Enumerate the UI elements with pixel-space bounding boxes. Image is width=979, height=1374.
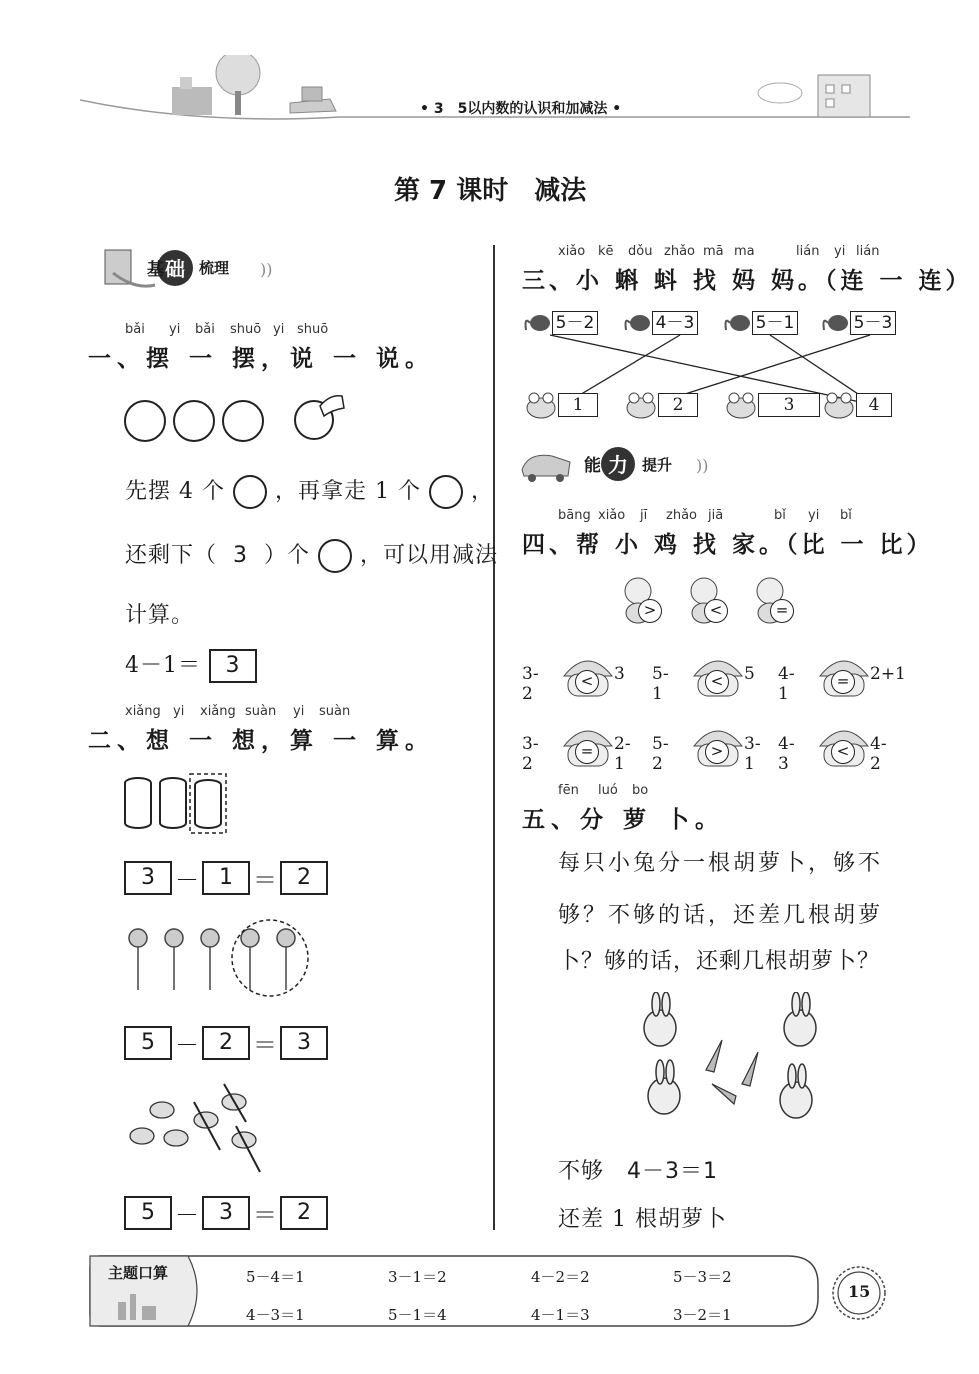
q2-equation-3: 5 － 3 ＝ 2 — [124, 1195, 328, 1230]
lesson-title: 第 7 课时 减法 — [394, 176, 587, 206]
footer-label: 主题口算 — [108, 1264, 169, 1282]
svg-text:)): )) — [696, 456, 709, 475]
section-badge-advanced — [518, 446, 718, 486]
chick-2[interactable]: < — [686, 575, 726, 629]
chapter-title: 5以内数的认识和加减法 — [457, 101, 608, 117]
tadpole-icon — [822, 312, 850, 334]
q2-equation-2: 5 － 2 ＝ 3 — [124, 1025, 328, 1060]
badge2-label-a: 能 — [584, 456, 601, 476]
page-number: 15 — [848, 1282, 871, 1301]
q5-answer-2: 还差 1 根胡萝卜 — [558, 1207, 727, 1232]
frog-icon — [724, 390, 758, 420]
ducks-icon — [120, 1080, 280, 1179]
flowers-icon — [120, 918, 315, 1002]
q4-row-1: 3-2 < 3 5-1 < 5 4-1 = 2+1 — [522, 650, 902, 700]
cylinders-icon — [120, 773, 230, 839]
hand-taking-circle-icon — [292, 392, 352, 446]
q1-line3: 计算。 — [125, 603, 195, 628]
footer-panel: 主题口算 5－4＝1 3－1＝2 4－2＝2 5－3＝2 4－3＝1 5－1＝4 4－1＝3 3－2＝1 — [88, 1254, 822, 1328]
column-divider — [493, 245, 495, 1230]
q5-text-3: 卜？够的话，还剩几根胡萝卜？ — [558, 949, 881, 974]
q2-title: 二、想 一 想，算 一 算。 — [88, 727, 435, 754]
tadpole-row: 5－2 4－3 5－1 5－3 — [524, 310, 904, 340]
frog-icon — [624, 390, 658, 420]
badge-label-b: 础 — [165, 257, 185, 281]
q5-title: 五、分 萝 卜。 — [522, 806, 725, 833]
tadpole-icon — [624, 312, 652, 334]
q1-title: 一、摆 一 摆，说 一 说。 — [88, 345, 435, 372]
tadpole-icon — [524, 312, 552, 334]
tadpole-icon — [724, 312, 752, 334]
q1-line1: 先摆 4 个 ，再拿走 1 个 ， — [125, 474, 494, 509]
svg-text:)): )) — [260, 260, 273, 279]
q1-answer-box: 3 — [209, 649, 257, 683]
book-icon — [95, 245, 275, 293]
unit-number: 3 — [433, 101, 444, 117]
q1-circles — [124, 400, 264, 442]
chick-3[interactable]: = — [752, 575, 792, 629]
q1-equation: 4－1＝ 3 — [125, 648, 257, 683]
chick-1[interactable]: > — [620, 575, 660, 629]
badge2-label-c: 提升 — [642, 456, 673, 474]
q4-row-2: 3-2 = 2-1 5-2 > 3-1 4-3 < 4-2 — [522, 720, 902, 770]
frog-icon — [524, 390, 558, 420]
q1-remaining-answer: 3 — [233, 543, 249, 568]
q4-title: 四、帮 小 鸡 找 家。（比 一 比） — [522, 531, 934, 558]
frog-icon — [822, 390, 856, 420]
q2-equation-1: 3 － 1 ＝ 2 — [124, 860, 328, 895]
badge-label-c: 梳理 — [199, 259, 230, 277]
q5-text-1: 每只小兔分一根胡萝卜，够不 — [558, 851, 884, 876]
badge-label-a: 基 — [147, 260, 164, 280]
frog-row: 1 2 3 4 — [524, 390, 904, 422]
q5-answer-1: 不够 4－3＝1 — [558, 1159, 718, 1184]
page-number-badge — [826, 1264, 892, 1322]
q3-title: 三、小 蝌 蚪 找 妈 妈。（连 一 连） — [522, 267, 973, 294]
chapter-header: • 3 5以内数的认识和加减法 • — [420, 101, 622, 117]
q1-line2: 还剩下（ 3 ）个 ，可以用减法 — [125, 538, 498, 573]
chick-row — [620, 575, 810, 635]
q5-text-2: 够？不够的话，还差几根胡萝 — [558, 903, 884, 928]
rabbits-carrots-icon — [630, 992, 840, 1136]
section-badge-basic — [95, 245, 275, 293]
badge2-label-b: 力 — [608, 453, 628, 477]
